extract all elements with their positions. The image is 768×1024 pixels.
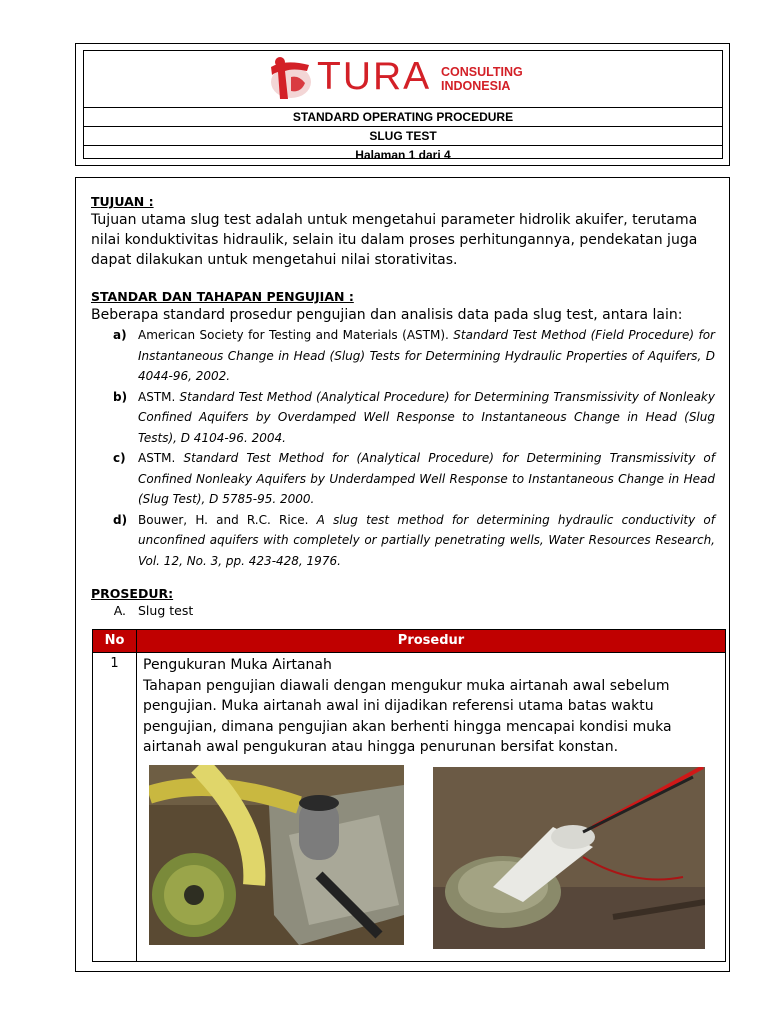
list-item [91, 387, 715, 449]
content-body [91, 191, 715, 620]
ref-title: Standard Test Method (Analytical Procedure) for Determining Transmissivity of Nonleaky Confined Aquifers by Overdamped Well Response to Instantaneous Change in Head (Slug Tests), D 4104-96. 2004. [138, 389, 715, 445]
document-subtitle: SLUG TEST [84, 127, 722, 146]
row-title: Pengukuran Muka Airtanah [143, 657, 332, 673]
ref-author: American Society for Testing and Materials (ASTM). [138, 328, 449, 342]
standar-heading: STANDAR DAN TAHAPAN PENGUJIAN : [91, 289, 354, 304]
ref-label: b) [113, 389, 128, 404]
logo-subtitle [441, 65, 523, 93]
tura-logo-icon [265, 55, 315, 101]
content-frame [75, 177, 730, 972]
document-header [75, 43, 730, 166]
prosedur-heading: PROSEDUR: [91, 586, 174, 601]
well-pipe-photo [433, 767, 705, 949]
ref-label: a) [113, 328, 127, 342]
column-header-procedure: Prosedur [397, 633, 465, 648]
tujuan-heading: TUJUAN : [91, 194, 154, 209]
water-level-measurement-photo [149, 765, 404, 945]
row-text: Tahapan pengujian diawali dengan mengukur muka airtanah awal sebelum pengujian. Muka airtanah awal ini dijadikan referensi utama batas waktu pengujian, dimana pengujian akan berhenti hingga mencapai kondisi muka airtanah awal pengukuran atau hingga penurunan bersifat konstan. [143, 677, 672, 755]
list-item [91, 510, 715, 572]
ref-label: d) [113, 512, 128, 527]
ref-title: Standard Test Method for (Analytical Procedure) for Determining Transmissivity of Confined Nonleaky Aquifers by Underdamped Well Response to Instantaneous Change in Head (Slug Test), D 5785-95. 2000. [138, 451, 715, 506]
row-number: 1 [93, 653, 137, 962]
row-content [137, 653, 725, 962]
table-header [93, 630, 725, 653]
logo-sub-indonesia: INDONESIA [441, 79, 511, 93]
list-item [91, 325, 715, 387]
ref-author: Bouwer, H. and R.C. Rice. [138, 512, 309, 527]
header-inner-frame [83, 50, 723, 162]
standar-intro: Beberapa standard prosedur pengujian dan analisis data pada slug test, antara lain: [91, 307, 683, 323]
logo-sub-consulting: CONSULTING [441, 65, 523, 79]
tujuan-text: Tujuan utama slug test adalah untuk mengetahui parameter hidrolik akuifer, terutama nilai konduktivitas hidraulik, selain itu dalam proses perhitungannya, pendekatan juga dapat dilakukan untuk mengetahui nilai storativitas. [91, 212, 698, 268]
logo-row [84, 51, 722, 108]
subsection-text: Slug test [138, 603, 194, 618]
column-header-no: No [93, 630, 137, 652]
ref-author: ASTM. [138, 389, 176, 404]
document-title: STANDARD OPERATING PROCEDURE [84, 108, 722, 127]
prosedur-subsection [91, 602, 715, 620]
ref-title: A slug test method for determining hydraulic conductivity of unconfined aquifers with completely or partially penetrating wells, Water Resources Research, Vol. 12, No. 3, pp. 423-428, 1976. [138, 512, 715, 568]
table-row [93, 653, 725, 962]
subsection-label: A. [113, 603, 126, 618]
ref-label: c) [113, 451, 126, 465]
list-item [91, 448, 715, 510]
page-number: Halaman 1 dari 4 [355, 148, 451, 162]
procedure-table [92, 629, 726, 962]
reference-list [91, 325, 715, 571]
logo-wordmark: TURA [317, 55, 432, 98]
ref-author: ASTM. [138, 451, 176, 465]
ref-title: Standard Test Method (Field Procedure) for Instantaneous Change in Head (Slug) Tests for Determining Hydraulic Properties of Aquifers, D 4044-96, 2002. [138, 328, 715, 383]
